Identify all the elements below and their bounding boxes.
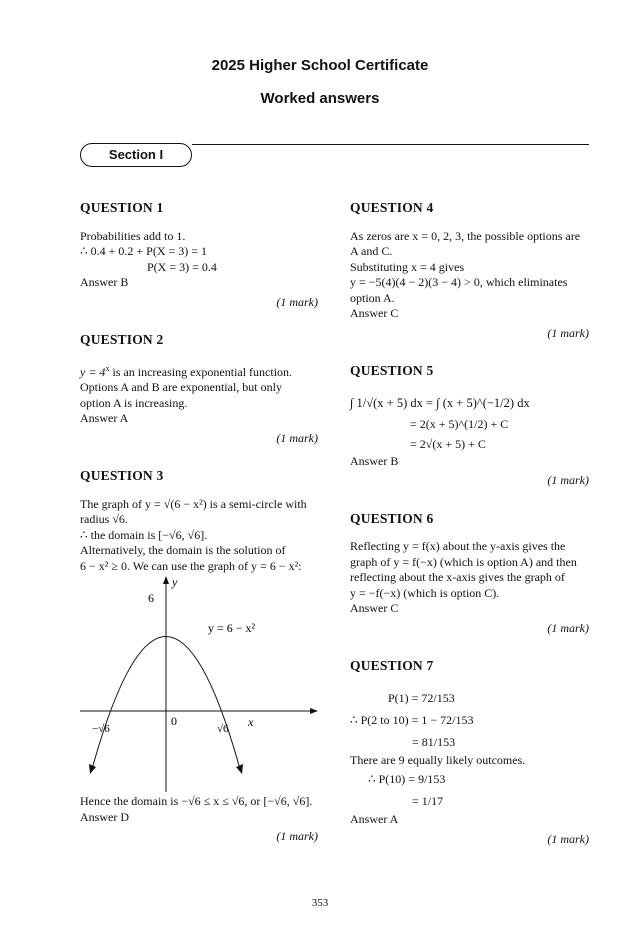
q6-line-4: y = −f(−x) (which is option C). [350,585,500,600]
section-tab: Section I [80,143,192,167]
q1-line-3: P(X = 3) = 0.4 [147,259,217,274]
q3-line-5: 6 − x² ≥ 0. We can use the graph of y = 6 − x²: [80,558,302,573]
right-root-label: √6 [217,723,229,735]
question-1 [80,200,318,310]
parabola-graph-svg [80,574,318,794]
q2-expr: y = 4 [80,364,106,379]
page-number: 353 [311,897,329,909]
left-column [80,200,318,867]
q1-line-2: ∴ 0.4 + 0.2 + P(X = 3) = 1 [80,244,208,258]
section-rule [192,144,589,145]
question-heading: QUESTION 7 [350,658,434,673]
q5-mark: (1 mark) [547,473,589,487]
x-axis-label: x [248,715,254,729]
y-axis-arrow [163,576,169,584]
q3-answer: Answer D [80,809,129,824]
question-3 [80,468,318,845]
question-heading: QUESTION 1 [80,200,164,215]
document-subtitle: Worked answers [260,90,380,107]
q7-answer: Answer A [350,812,399,826]
y-intercept-label: 6 [148,591,154,605]
document-title: 2025 Higher School Certificate [211,57,429,74]
q7-line-5: ∴ P(10) = 9/153 [368,772,446,786]
q5-answer: Answer B [350,453,399,468]
q4-answer: Answer C [350,306,399,320]
q2-answer: Answer A [80,411,129,425]
q6-line-1: Reflecting y = f(x) about the y-axis gives the [350,539,566,553]
q6-line-2: graph of y = f(−x) (which is option A) and then [350,554,577,569]
q7-line-2: ∴ P(2 to 10) = 1 − 72/153 [350,712,474,727]
q7-line-6: = 1/17 [412,794,444,808]
q3-line-3: ∴ the domain is [−√6, √6]. [80,527,208,542]
q3-line-1: The graph of y = √(6 − x²) is a semi-circle with [80,496,307,511]
q5-line-2: = 2(x + 5)^(1/2) + C [410,416,509,431]
q3-line-6: Hence the domain is −√6 ≤ x ≤ √6, or [−√6, √6]. [80,794,313,808]
left-root-label: −√6 [92,723,110,735]
question-heading: QUESTION 6 [350,510,434,526]
q7-line-1: P(1) = 72/153 [388,690,455,705]
q2-line-2: Options A and B are exponential, but only [80,380,282,394]
question-heading: QUESTION 5 [350,363,434,378]
q6-mark: (1 mark) [547,620,589,635]
question-7 [350,658,589,847]
curve-arrow-left [89,764,96,774]
q2-line-1 [80,361,318,381]
q5-line-1: ∫ 1/√(x + 5) dx = ∫ (x + 5)^(−1/2) dx [350,395,530,410]
question-heading: QUESTION 4 [350,200,434,215]
q2-exponent: x [105,363,110,373]
right-column [350,200,589,869]
q6-answer: Answer C [350,601,399,615]
origin-label: 0 [171,714,177,728]
question-4 [350,200,589,341]
q4-line-2: A and C. [350,244,393,258]
q2-line-3: option A is increasing. [80,395,188,410]
q5-line-3: = 2√(x + 5) + C [410,436,486,451]
q1-answer: Answer B [80,275,129,289]
q3-mark: (1 mark) [276,829,318,843]
question-2 [80,332,318,446]
q1-mark: (1 mark) [276,294,318,309]
q4-line-4: y = −5(4)(4 − 2)(3 − 4) > 0, which eliminates [350,275,568,289]
question-5 [350,363,589,489]
q2-mark: (1 mark) [276,430,318,445]
q3-line-4: Alternatively, the domain is the solution of [80,543,286,557]
x-axis-arrow [310,708,318,714]
q4-line-5: option A. [350,290,395,305]
question-heading: QUESTION 2 [80,332,164,347]
question-heading: QUESTION 3 [80,468,164,483]
q1-line-1: Probabilities add to 1. [80,228,186,243]
q6-line-3: reflecting about the x-axis gives the graph of [350,570,565,584]
q4-line-3: Substituting x = 4 gives [350,259,465,274]
parabola-graph [80,574,318,794]
question-6 [350,511,589,637]
q4-mark: (1 mark) [547,325,589,340]
q7-line-3: = 81/153 [412,734,456,749]
q7-line-4: There are 9 equally likely outcomes. [350,752,526,767]
y-axis-label: y [172,575,178,589]
curve-arrow-right [236,764,243,774]
q4-line-1: As zeros are x = 0, 2, 3, the possible options are [350,228,581,243]
q2-text: is an increasing exponential function. [109,364,293,379]
q3-line-2: radius √6. [80,512,128,526]
q7-mark: (1 mark) [547,831,589,846]
curve-label: y = 6 − x² [208,621,256,635]
